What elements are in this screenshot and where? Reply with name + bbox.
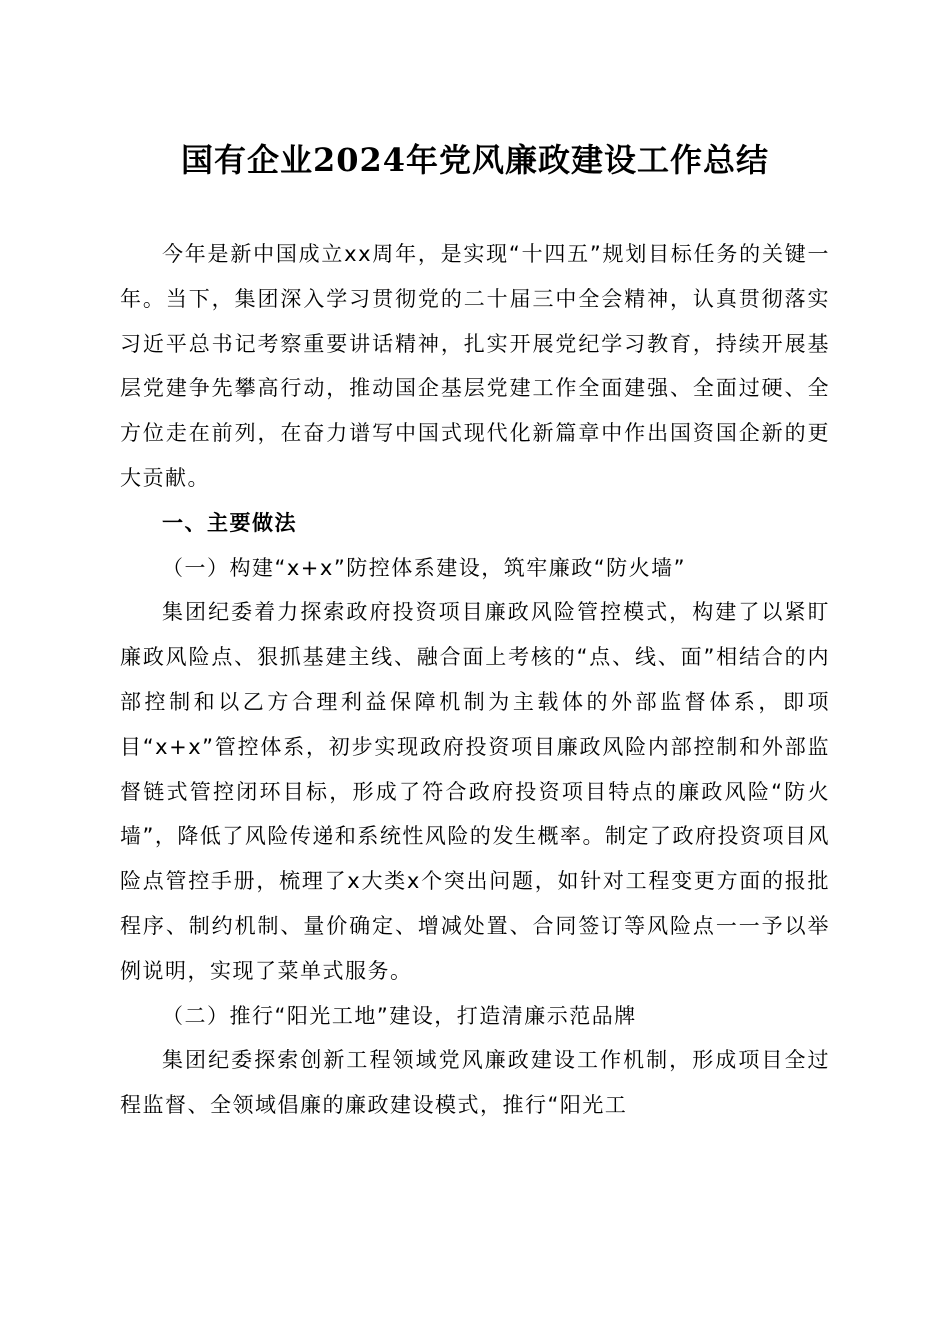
document-title: 国有企业2024年党风廉政建设工作总结 — [180, 141, 770, 179]
document-body — [120, 232, 830, 1128]
subsection-heading-2: （二）推行“阳光工地”建设，打造清廉示范品牌 — [162, 1003, 637, 1028]
intro-paragraph: 今年是新中国成立xx周年，是实现“十四五”规划目标任务的关键一年。当下，集团深入学习贯彻党的二十届三中全会精神，认真贯彻落实习近平总书记考察重要讲话精神，扎实开展党纪学习教育，持续开展基层党建争先攀高行动，推动国企基层党建工作全面建强、全面过硬、全方位走在前列，在奋力谱写中国式现代化新篇章中作出国资国企新的更大贡献。 — [120, 242, 830, 490]
subsection-2-paragraph: 集团纪委探索创新工程领域党风廉政建设工作机制，形成项目全过程监督、全领域倡廉的廉政建设模式，推行“阳光工 — [120, 1048, 830, 1118]
subsection-heading-1: （一）构建“x+x”防控体系建设，筑牢廉政“防火墙” — [162, 555, 686, 580]
subsection-1-paragraph: 集团纪委着力探索政府投资项目廉政风险管控模式，构建了以紧盯廉政风险点、狠抓基建主线、融合面上考核的“点、线、面”相结合的内部控制和以乙方合理利益保障机制为主载体的外部监督体系，即项目“x+x”管控体系，初步实现政府投资项目廉政风险内部控制和外部监督链式管控闭环目标，形成了符合政府投资项目特点的廉政风险“防火墙”，降低了风险传递和系统性风险的发生概率。制定了政府投资项目风险点管控手册，梳理了x大类x个突出问题，如针对工程变更方面的报批程序、制约机制、量价确定、增减处置、合同签订等风险点一一予以举例说明，实现了菜单式服务。 — [120, 600, 830, 983]
section-heading-main-practices: 一、主要做法 — [162, 510, 297, 535]
